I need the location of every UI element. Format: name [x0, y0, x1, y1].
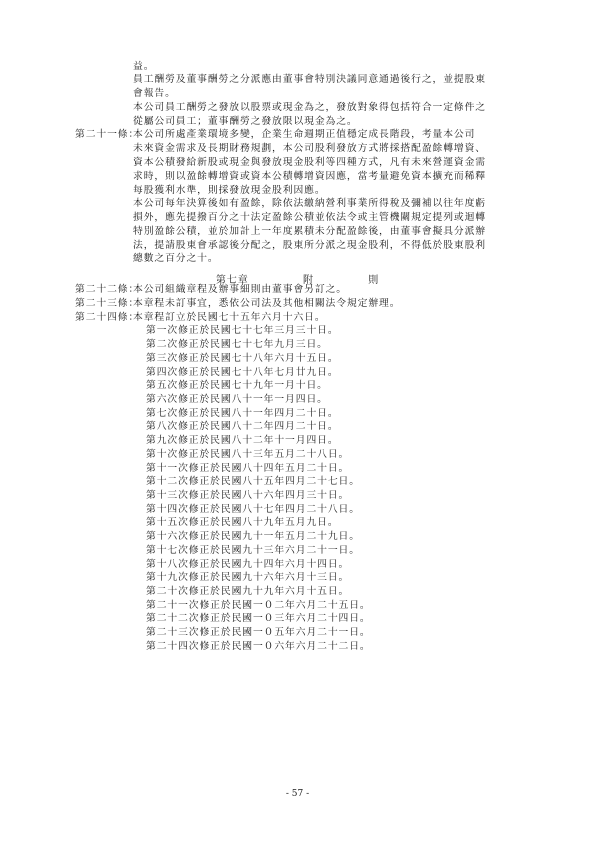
text-line: 特別盈餘公積，並於加計上一年度累積未分配盈餘後，由董事會擬具分派辦	[133, 226, 486, 237]
amendment-line: 第十一次修正於民國八十四年五月二十日。	[146, 463, 350, 474]
article-label: 第二十四條：	[75, 312, 140, 323]
amendment-line: 第十次修正於民國八十三年五月二十八日。	[146, 449, 350, 460]
amendment-line: 第六次修正於民國八十一年一月四日。	[146, 394, 328, 405]
amendment-line: 本章程訂立於民國七十五年六月十六日。	[133, 312, 326, 323]
amendment-line: 第十六次修正於民國九十一年五月二十九日。	[146, 531, 360, 542]
amendment-line: 第二十四次修正於民國一０六年六月二十二日。	[146, 641, 371, 652]
amendment-line: 第八次修正於民國八十二年四月二十日。	[146, 421, 339, 432]
text-line: 從屬公司員工；董事酬勞之發放限以現金為之。	[133, 116, 358, 127]
amendment-line: 第二十三次修正於民國一０五年六月二十一日。	[146, 627, 371, 638]
amendment-line: 第四次修正於民國七十八年七月廿九日。	[146, 367, 339, 378]
text-line: 本公司員工酬勞之發放以股票或現金為之，發放對象得包括符合一定條件之	[133, 102, 486, 113]
text-line: 員工酬勞及董事酬勞之分派應由董事會特別決議同意通過後行之，並提股東	[133, 74, 486, 85]
amendment-line: 第二次修正於民國七十七年九月三日。	[146, 339, 328, 350]
text-line: 益。	[133, 61, 155, 72]
text-line: 每股獲利水準，則採發放現金股利因應。	[133, 185, 326, 196]
text-line: 本公司每年決算後如有盈餘，除依法繳納營利事業所得稅及彌補以往年度虧	[133, 198, 486, 209]
amendment-line: 第十七次修正於民國九十三年六月二十一日。	[146, 545, 360, 556]
text-line: 本公司所處產業環境多變，企業生命週期正值穩定成長階段，考量本公司	[133, 129, 476, 140]
text-line: 本公司組織章程及辦事細則由董事會另訂之。	[133, 284, 347, 295]
amendment-line: 第十三次修正於民國八十六年四月三十日。	[146, 490, 350, 501]
text-line: 會報告。	[133, 88, 176, 99]
text-line: 法，提請股東會承認後分配之，股東所分派之現金股利，不得低於股東股利	[133, 240, 486, 251]
text-line: 資本公積發給新股或現金與發放現金股利等四種方式，凡有未來營運資金需	[133, 157, 486, 168]
amendment-line: 第五次修正於民國七十九年一月十日。	[146, 380, 328, 391]
text-line: 未來資金需求及長期財務規劃，本公司股利發放方式將採搭配盈餘轉增資、	[133, 143, 486, 154]
article-label: 第二十一條：	[75, 129, 140, 140]
amendment-line: 第七次修正於民國八十一年四月二十日。	[146, 408, 339, 419]
article-label: 第二十三條：	[75, 298, 140, 309]
amendment-line: 第二十二次修正於民國一０三年六月二十四日。	[146, 613, 371, 624]
amendment-line: 第二十一次修正於民國一０二年六月二十五日。	[146, 600, 371, 611]
amendment-line: 第十八次修正於民國九十四年六月十四日。	[146, 559, 350, 570]
page-number: - 57 -	[285, 789, 310, 799]
chapter-title-2: 則	[368, 275, 380, 286]
amendment-line: 第十五次修正於民國八十九年五月九日。	[146, 517, 339, 528]
amendment-line: 第一次修正於民國七十七年三月三十日。	[146, 325, 339, 336]
article-label: 第二十二條：	[75, 284, 140, 295]
amendment-line: 第十四次修正於民國八十七年四月二十八日。	[146, 504, 360, 515]
amendment-line: 第十九次修正於民國九十六年六月十三日。	[146, 572, 350, 583]
chapter-number: 第七章	[215, 275, 249, 286]
amendment-line: 第十二次修正於民國八十五年四月二十七日。	[146, 476, 360, 487]
text-line: 總數之百分之十。	[133, 253, 219, 264]
amendment-line: 第三次修正於民國七十八年六月十五日。	[146, 353, 339, 364]
amendment-line: 第九次修正於民國八十二年十一月四日。	[146, 435, 339, 446]
text-line: 求時，則以盈餘轉增資或資本公積轉增資因應，當考量避免資本擴充而稀釋	[133, 171, 486, 182]
text-line: 本章程未訂事宜，悉依公司法及其他相關法令規定辦理。	[133, 298, 401, 309]
text-line: 損外，應先提撥百分之十法定盈餘公積並依法令或主管機關規定提列或迴轉	[133, 212, 486, 223]
amendment-line: 第二十次修正於民國九十九年六月十五日。	[146, 586, 350, 597]
chapter-title-1: 附	[303, 275, 314, 286]
